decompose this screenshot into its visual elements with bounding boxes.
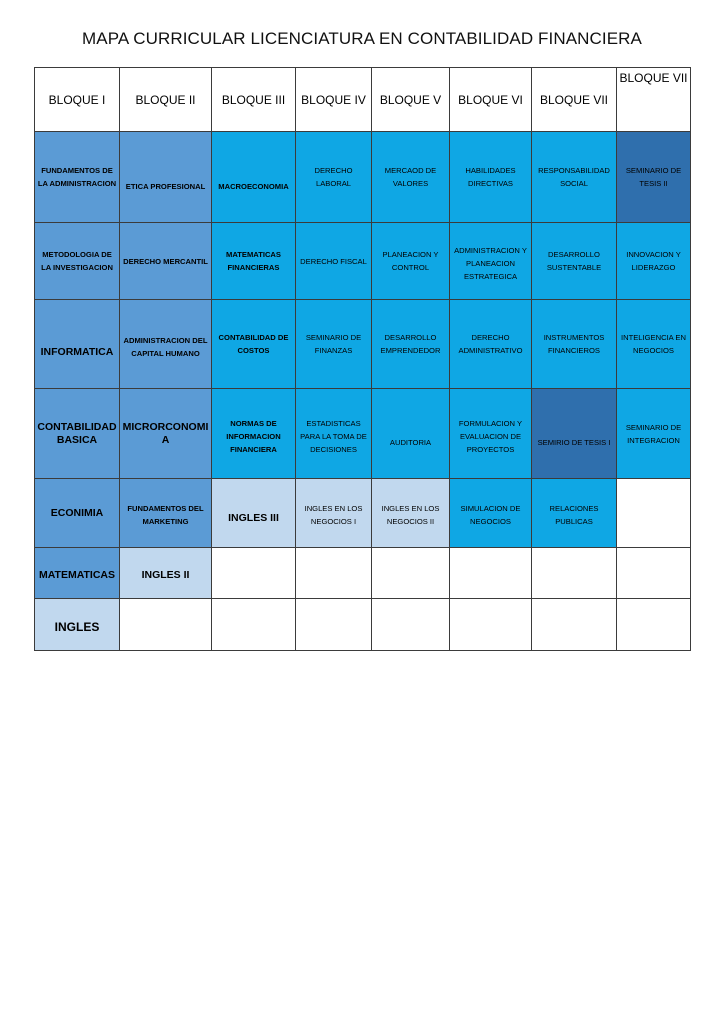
course-cell: RELACIONES PUBLICAS bbox=[532, 479, 617, 548]
course-cell: MICRORCONOMIA bbox=[120, 389, 212, 479]
table-row bbox=[35, 389, 691, 479]
course-cell: SEMIRIO DE TESIS I bbox=[532, 389, 617, 479]
course-cell: SEMINARIO DE FINANZAS bbox=[296, 300, 372, 389]
empty-cell bbox=[532, 548, 617, 599]
header-bloque-6: BLOQUE VI bbox=[450, 68, 532, 132]
course-cell: MACROECONOMIA bbox=[212, 132, 296, 223]
empty-cell bbox=[212, 599, 296, 651]
course-cell: INGLES bbox=[35, 599, 120, 651]
course-cell: INFORMATICA bbox=[35, 300, 120, 389]
course-cell: ECONIMIA bbox=[35, 479, 120, 548]
header-bloque-8: BLOQUE VII bbox=[617, 68, 691, 132]
course-cell: INNOVACION Y LIDERAZGO bbox=[617, 223, 691, 300]
course-cell: SIMULACION DE NEGOCIOS bbox=[450, 479, 532, 548]
header-bloque-1: BLOQUE I bbox=[35, 68, 120, 132]
empty-cell bbox=[212, 548, 296, 599]
course-cell: ESTADISTICAS PARA LA TOMA DE DECISIONES bbox=[296, 389, 372, 479]
course-cell: HABILIDADES DIRECTIVAS bbox=[450, 132, 532, 223]
course-cell: INGLES III bbox=[212, 479, 296, 548]
course-cell: MATEMATICAS bbox=[35, 548, 120, 599]
course-cell: DERECHO LABORAL bbox=[296, 132, 372, 223]
course-cell: DESARROLLO EMPRENDEDOR bbox=[372, 300, 450, 389]
course-cell: INGLES EN LOS NEGOCIOS I bbox=[296, 479, 372, 548]
table-row bbox=[35, 548, 691, 599]
course-cell: FUNDAMENTOS DEL MARKETING bbox=[120, 479, 212, 548]
course-cell: RESPONSABILIDAD SOCIAL bbox=[532, 132, 617, 223]
empty-cell bbox=[532, 599, 617, 651]
table-row bbox=[35, 223, 691, 300]
empty-cell bbox=[450, 599, 532, 651]
header-bloque-4: BLOQUE IV bbox=[296, 68, 372, 132]
empty-cell bbox=[617, 479, 691, 548]
curriculum-map-table bbox=[34, 67, 691, 651]
course-cell: ETICA PROFESIONAL bbox=[120, 132, 212, 223]
course-cell: FUNDAMENTOS DE LA ADMINISTRACION bbox=[35, 132, 120, 223]
empty-cell bbox=[617, 599, 691, 651]
empty-cell bbox=[120, 599, 212, 651]
course-cell: MATEMATICAS FINANCIERAS bbox=[212, 223, 296, 300]
header-bloque-2: BLOQUE II bbox=[120, 68, 212, 132]
header-bloque-3: BLOQUE III bbox=[212, 68, 296, 132]
course-cell: DERECHO MERCANTIL bbox=[120, 223, 212, 300]
table-row bbox=[35, 300, 691, 389]
empty-cell bbox=[296, 599, 372, 651]
course-cell: DERECHO FISCAL bbox=[296, 223, 372, 300]
course-cell: FORMULACION Y EVALUACION DE PROYECTOS bbox=[450, 389, 532, 479]
table-row bbox=[35, 599, 691, 651]
course-cell: ADMINISTRACION DEL CAPITAL HUMANO bbox=[120, 300, 212, 389]
empty-cell bbox=[296, 548, 372, 599]
course-cell: SEMINARIO DE INTEGRACION bbox=[617, 389, 691, 479]
course-cell: INGLES II bbox=[120, 548, 212, 599]
header-row bbox=[35, 68, 691, 132]
empty-cell bbox=[617, 548, 691, 599]
course-cell: SEMINARIO DE TESIS II bbox=[617, 132, 691, 223]
course-cell: CONTABILIDAD DE COSTOS bbox=[212, 300, 296, 389]
course-cell: DESARROLLO SUSTENTABLE bbox=[532, 223, 617, 300]
course-cell: METODOLOGIA DE LA INVESTIGACION bbox=[35, 223, 120, 300]
header-bloque-5: BLOQUE V bbox=[372, 68, 450, 132]
header-bloque-7: BLOQUE VII bbox=[532, 68, 617, 132]
course-cell: INGLES EN LOS NEGOCIOS II bbox=[372, 479, 450, 548]
course-cell: CONTABILIDAD BASICA bbox=[35, 389, 120, 479]
course-cell: NORMAS DE INFORMACION FINANCIERA bbox=[212, 389, 296, 479]
empty-cell bbox=[450, 548, 532, 599]
course-cell: AUDITORIA bbox=[372, 389, 450, 479]
course-cell: MERCAOD DE VALORES bbox=[372, 132, 450, 223]
course-cell: INTELIGENCIA EN NEGOCIOS bbox=[617, 300, 691, 389]
empty-cell bbox=[372, 599, 450, 651]
table-row bbox=[35, 132, 691, 223]
course-cell: INSTRUMENTOS FINANCIEROS bbox=[532, 300, 617, 389]
empty-cell bbox=[372, 548, 450, 599]
table-row bbox=[35, 479, 691, 548]
course-cell: PLANEACION Y CONTROL bbox=[372, 223, 450, 300]
course-cell: DERECHO ADMINISTRATIVO bbox=[450, 300, 532, 389]
page-title: MAPA CURRICULAR LICENCIATURA EN CONTABILIDAD FINANCIERA bbox=[82, 29, 642, 48]
course-cell: ADMINISTRACION Y PLANEACION ESTRATEGICA bbox=[450, 223, 532, 300]
